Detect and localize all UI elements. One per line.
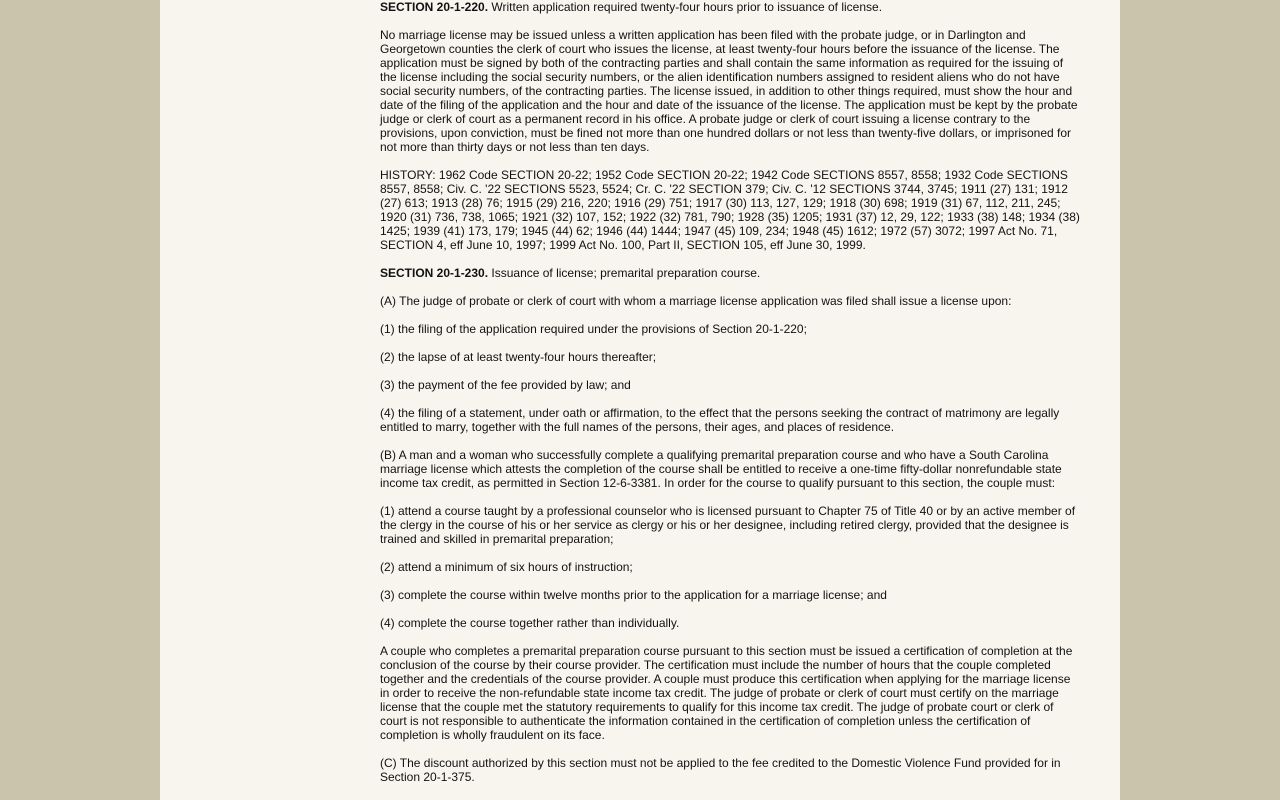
section-paragraph: No marriage license may be issued unless a written application has been filed with the probate judge, or in Darlington and Georgetown counties the clerk of court who issues the license, at least twenty-four hours before the issuance of the license. The application must be signed by both of the contracting parties and shall contain the same information as required for the issuing of the license including the social security numbers, or the alien identification numbers assigned to resident aliens who do not have social security numbers, of the contracting parties. The license issued, in addition to other things required, must show the hour and date of the filing of the application and the hour and date of the issuance of the license. The application must be kept by the probate judge or clerk of court as a permanent record in his office. A probate judge or clerk of court issuing a license contrary to the provisions, upon conviction, must be fined not more than one hundred dollars or not less than twenty-five dollars, or imprisoned for not more than thirty days or not less than ten days. [380, 28, 1078, 154]
section-paragraph: (C) The discount authorized by this section must not be applied to the fee credited to the Domestic Violence Fund provided for in Section 20-1-375. [380, 756, 1061, 784]
section-paragraph: (3) the payment of the fee provided by law; and [380, 378, 631, 392]
section-paragraph: (B) A man and a woman who successfully complete a qualifying premarital preparation course and who have a South Carolina marriage license which attests the completion of the course shall be entitled to receive a one-time fifty-dollar nonrefundable state income tax credit, as permitted in Section 12-6-3381. In order for the course to qualify pursuant to this section, the couple must: [380, 448, 1062, 490]
section-number: SECTION 20-1-230. [380, 266, 489, 280]
section-title: Issuance of license; premarital preparation course. [491, 266, 761, 280]
section-paragraph: A couple who completes a premarital preparation course pursuant to this section must be issued a certification of completion at the conclusion of the course by their course provider. The certification must include the number of hours that the couple completed together and the credentials of the course provider. A couple must produce this certification when applying for the marriage license in order to receive the non-refundable state income tax credit. The judge of probate or clerk of court must certify on the marriage license that the couple met the statutory requirements to qualify for this income tax credit. The judge of probate court or clerk of court is not responsible to authenticate the information contained in the certification of completion unless the certification of completion is wholly fraudulent on its face. [380, 644, 1073, 742]
page-panel [160, 0, 1120, 800]
statute-content [380, 0, 1080, 798]
section-paragraph: (2) the lapse of at least twenty-four hours thereafter; [380, 350, 657, 364]
section-paragraph: (1) attend a course taught by a professional counselor who is licensed pursuant to Chapter 75 of Title 40 or by an active member of the clergy in the course of his or her service as clergy or his or her designee, including retired clergy, provided that the designee is trained and skilled in premarital preparation; [380, 504, 1076, 546]
section-title: Written application required twenty-four hours prior to issuance of license. [491, 0, 883, 14]
section-number: SECTION 20-1-220. [380, 0, 489, 14]
section-paragraph: (2) attend a minimum of six hours of instruction; [380, 560, 633, 574]
history-paragraph: HISTORY: 1962 Code SECTION 20-22; 1952 Code SECTION 20-22; 1942 Code SECTIONS 8557, 8558; 1932 Code SECTIONS 8557, 8558; Civ. C. '22 SECTIONS 5523, 5524; Cr. C. '22 SECTION 379; Civ. C. '12 SECTIONS 3744, 3745; 1911 (27) 131; 1912 (27) 613; 1913 (28) 76; 1915 (29) 216, 220; 1916 (29) 751; 1917 (30) 113, 127, 129; 1918 (30) 698; 1919 (31) 67, 112, 211, 245; 1920 (31) 736, 738, 1065; 1921 (32) 107, 152; 1922 (32) 781, 790; 1928 (35) 1205; 1931 (37) 12, 29, 122; 1933 (38) 148; 1934 (38) 1425; 1939 (41) 173, 179; 1945 (44) 62; 1946 (44) 1444; 1947 (45) 109, 234; 1948 (45) 1612; 1972 (57) 3072; 1997 Act No. 71, SECTION 4, eff June 10, 1997; 1999 Act No. 100, Part II, SECTION 105, eff June 30, 1999. [380, 168, 1080, 252]
section-heading [380, 266, 1080, 280]
section-paragraph: (1) the filing of the application required under the provisions of Section 20-1-220; [380, 322, 807, 336]
section-paragraph: (4) complete the course together rather than individually. [380, 616, 680, 630]
section-paragraph: (4) the filing of a statement, under oath or affirmation, to the effect that the persons seeking the contract of matrimony are legally entitled to marry, together with the full names of the persons, their ages, and places of residence. [380, 406, 1060, 434]
section-heading [380, 0, 1080, 14]
section-paragraph: (3) complete the course within twelve months prior to the application for a marriage license; and [380, 588, 887, 602]
section-paragraph: (A) The judge of probate or clerk of court with whom a marriage license application was filed shall issue a license upon: [380, 294, 1012, 308]
